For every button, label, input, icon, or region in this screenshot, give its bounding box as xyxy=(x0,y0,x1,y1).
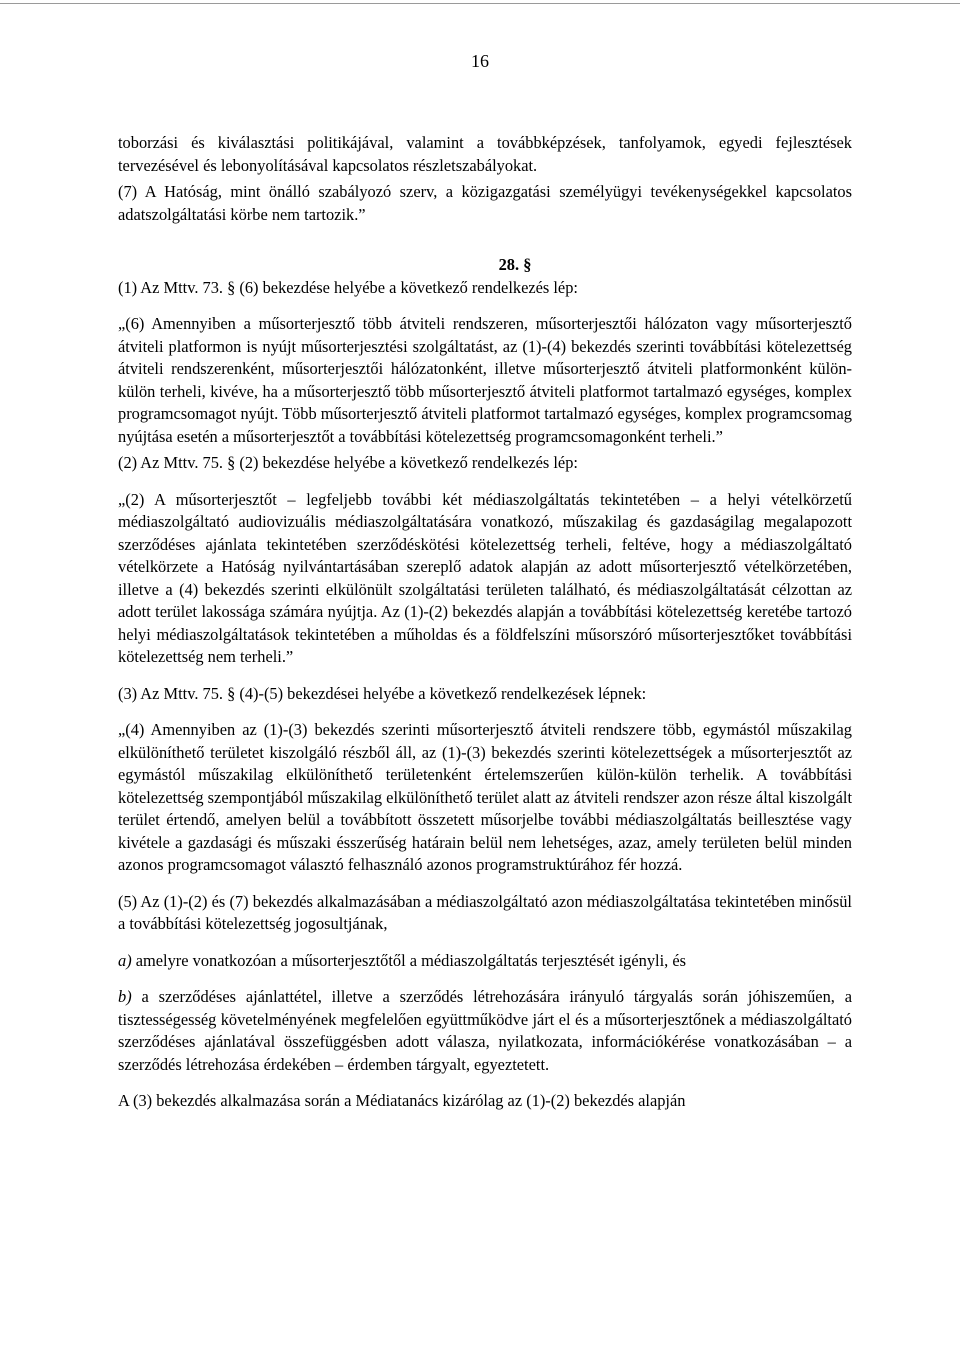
page-number: 16 xyxy=(471,51,489,71)
list-text-a: amelyre vonatkozóan a műsorterjesztőtől a médiaszolgáltatás terjesztését igényli, és xyxy=(131,950,687,970)
list-marker-b: b) xyxy=(118,987,132,1006)
paragraph-continuation: toborzási és kiválasztási politikájával, valamint a továbbképzések, tanfolyamok, egyedi fejlesztések tervezésével és lebonyolításával kapcsolatos részletszabályokat. xyxy=(118,133,852,175)
quoted-paragraph-6: „(6) Amennyiben a műsorterjesztő több átviteli rendszeren, műsorterjesztői hálózaton vagy műsorterjesztő átviteli platformon is nyújt műsorterjesztési szolgáltatást, az (1)-(4) bekezdés szerinti továbbítási kötelezettség átviteli rendszerenként, műsorterjesztői hálózatonként, illetve műsorterjesztő átviteli platformonként külön-külön terheli, kivéve, ha a műsorterjesztő több műsorterjesztő átviteli platformot tartalmazó egységes, komplex programcsomagot nyújt. Több műsorterjesztő átviteli platformot tartalmazó egységes, komplex programcsomag nyújtása esetén a műsorterjesztőt a továbbítási kötelezettség programcsomagonként terheli.” xyxy=(118,314,852,446)
paragraph-amendment-3: (3) Az Mttv. 75. § (4)-(5) bekezdései helyébe a következő rendelkezések lépnek: xyxy=(118,683,647,703)
list-item-a xyxy=(118,950,852,973)
list-text-b: a szerződéses ajánlattétel, illetve a szerződés létrehozására irányuló tárgyalás során jóhiszeműen, a tisztességesség követelményének megfelelően együttműködve járt el és a műsorterjesztőnek a médiaszolgáltató szerződéses ajánlatával összefüggésben adott válasza, nyilatkozata, információkérése vonatkozásában – a szerződés létrehozása érdekében – érdemben tárgyalt, egyeztetett. xyxy=(118,987,852,1074)
quoted-paragraph-2: „(2) A műsorterjesztőt – legfeljebb további két médiaszolgáltatás tekintetében – a helyi vételkörzetű médiaszolgáltató audiovizuális médiaszolgáltatására vonatkozó, műszakilag és gazdaságilag megalapozott szerződéses ajánlata tekintetében szerződéskötési kötelezettség terheli, feltéve, hogy a médiaszolgáltató vételkörzete a Hatóság nyilvántartásában szereplő adatok alapján az adott műsorterjesztő vételkörzetében, illetve a (4) bekezdés szerinti elkülönült szolgáltatási területen található, és médiaszolgáltatását célzottan az adott terület lakossága számára nyújtja. Az (1)-(2) bekezdés alapján a továbbítási kötelezettség keretébe tartozó helyi médiaszolgáltatások tekintetében a műholdas és a földfelszíni műsorszóró műsorterjesztőket továbbítási kötelezettség nem terheli.” xyxy=(118,489,852,666)
paragraph-final: A (3) bekezdés alkalmazása során a Médiatanács kizárólag az (1)-(2) bekezdés alapján xyxy=(118,1091,686,1110)
paragraph-5: (5) Az (1)-(2) és (7) bekezdés alkalmazásában a médiaszolgáltató azon médiaszolgáltatása tekintetében minősül a továbbítási kötelezettség jogosultjának, xyxy=(118,891,852,933)
paragraph-amendment-1: (1) Az Mttv. 73. § (6) bekezdése helyébe a következő rendelkezés lép: xyxy=(118,277,578,297)
top-border-line xyxy=(0,3,960,4)
paragraph-amendment-2: (2) Az Mttv. 75. § (2) bekezdése helyébe a következő rendelkezés lép: xyxy=(118,453,578,472)
section-title: 28. § xyxy=(498,255,532,274)
document-body xyxy=(118,132,852,1127)
list-marker-a: a) xyxy=(118,950,132,970)
quoted-paragraph-4: „(4) Amennyiben az (1)-(3) bekezdés szerinti műsorterjesztő átviteli rendszere több, egymástól műszakilag elkülöníthető területet kiszolgáló részből áll, az (1)-(3) bekezdés szerinti kötelezettségek a műsorterjesztőt az egymástól műszakilag elkülöníthető területenként értelemszerűen külön-külön terhelik. A továbbítási kötelezettség szempontjából műszakilag elkülöníthető terület alatt az átviteli rendszer azon része által kiszolgált terület értendő, amelyen belül a továbbított összetett műsorjelbe további médiaszolgáltatás beillesztése vagy kivétele a gazdasági és műszaki ésszerűség határain belül nem lehetséges, azaz, amely területen belül minden azonos programcsomagot választó felhasználó azonos programstruktúrához fér hozzá. xyxy=(118,720,852,874)
paragraph-7: (7) A Hatóság, mint önálló szabályozó szerv, a közigazgatási személyügyi tevékenységekkel kapcsolatos adatszolgáltatási körbe nem tartozik.” xyxy=(118,182,852,224)
list-item-b xyxy=(118,986,852,1076)
